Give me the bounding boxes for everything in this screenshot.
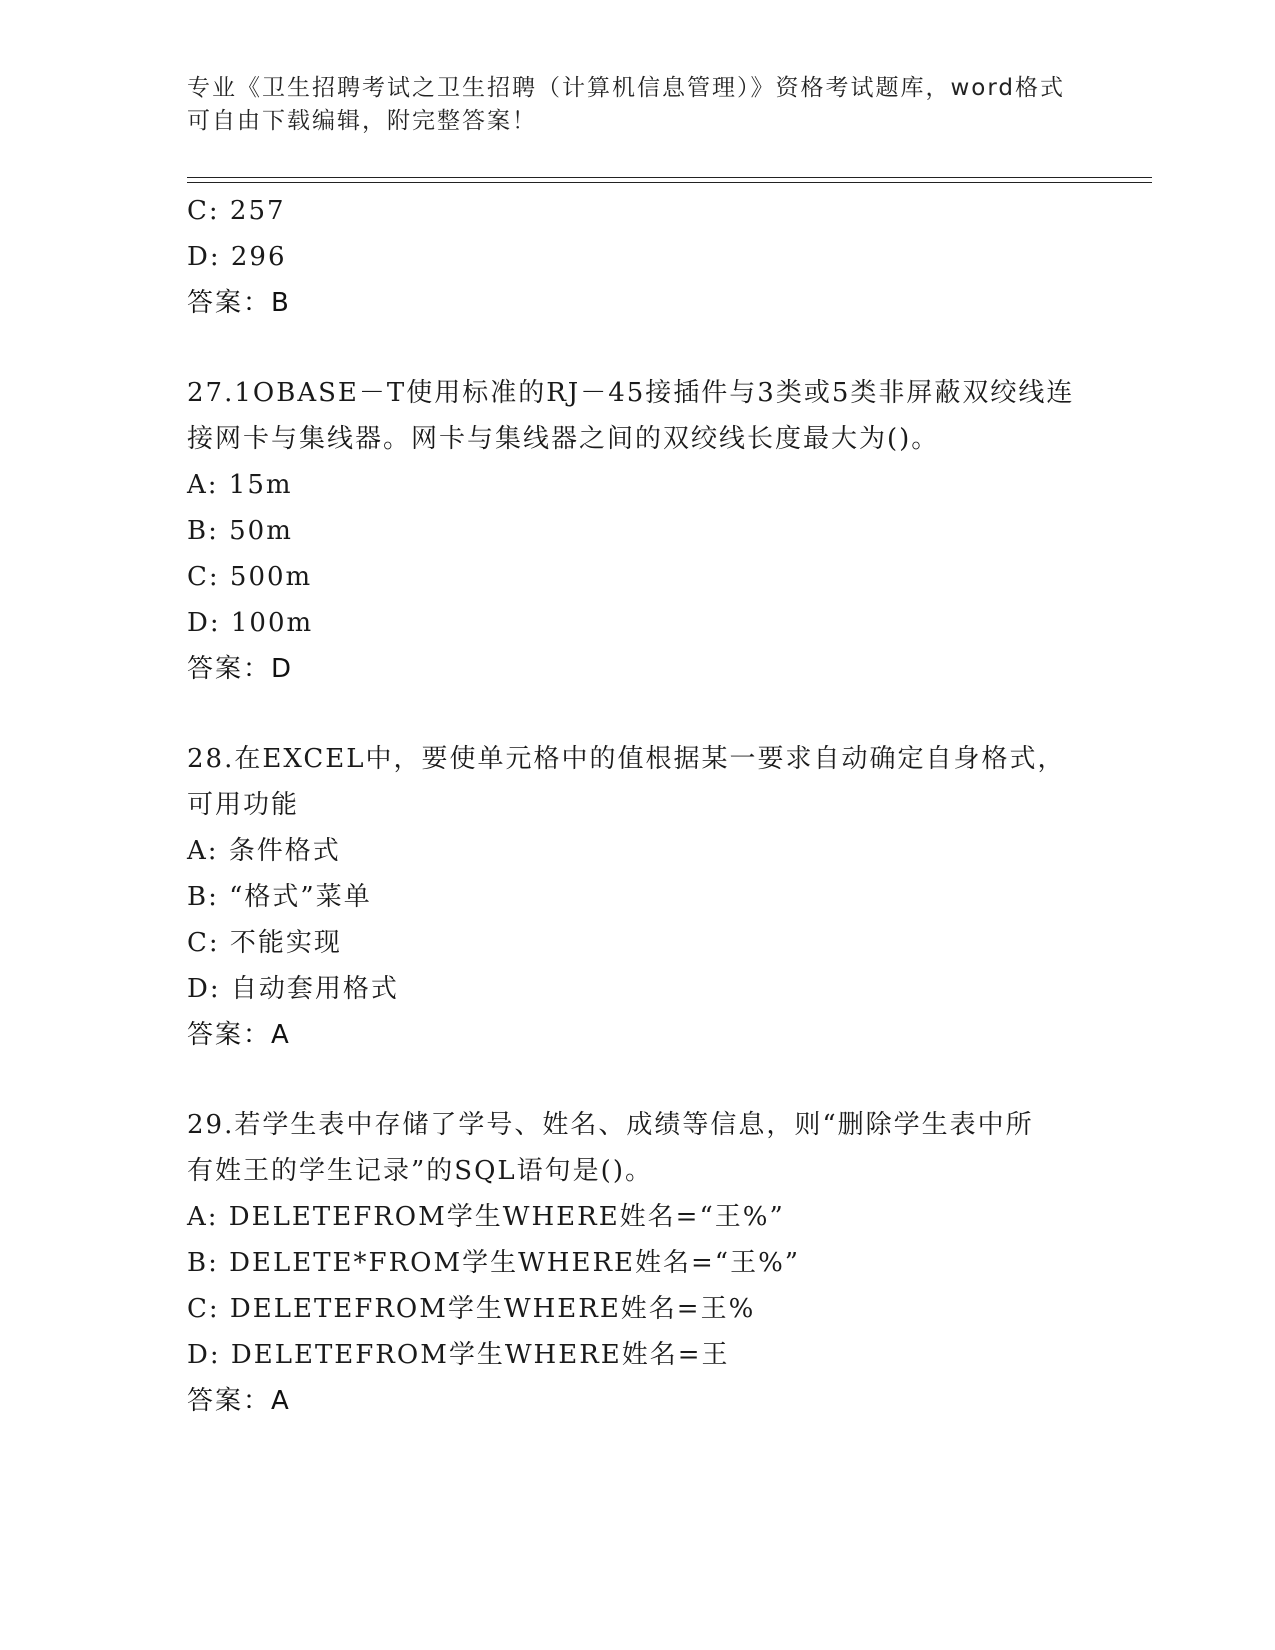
option-b: B: 50m [187,516,293,546]
stem-line-1: 27.1OBASE－T使用标准的RJ－45接插件与3类或5类非屏蔽双绞线连 [187,378,1075,408]
answer-line: 答案：A [187,1386,291,1416]
header-divider-top [187,177,1152,178]
question-stem [187,1102,1087,1194]
stem-line-2: 有姓王的学生记录”的SQL语句是()。 [187,1156,653,1186]
option-a: A: 条件格式 [187,836,341,866]
answer-line: 答案：D [187,654,294,684]
spacer [187,692,1087,736]
question-stem [187,736,1087,828]
option-c: C: 257 [187,196,286,226]
header-line-2: 可自由下载编辑，附完整答案！ [187,108,537,134]
question-28 [187,736,1087,1058]
option-d: D: 100m [187,608,314,638]
document-header [187,72,1077,138]
header-line-1: 专业《卫生招聘考试之卫生招聘（计算机信息管理）》资格考试题库，word格式 [187,75,1066,101]
option-d: D: 自动套用格式 [187,974,399,1004]
stem-line-1: 29.若学生表中存储了学号、姓名、成绩等信息，则“删除学生表中所 [187,1110,1034,1140]
option-c: C: DELETEFROM学生WHERE姓名=王% [187,1294,756,1324]
option-c: C: 不能实现 [187,928,342,958]
answer-line: 答案：B [187,288,291,318]
option-b: B: “格式”菜单 [187,882,372,912]
answer-line: 答案：A [187,1020,291,1050]
option-d: D: 296 [187,242,287,272]
stem-line-2: 可用功能 [187,790,300,820]
spacer [187,326,1087,370]
option-c: C: 500m [187,562,313,592]
option-d: D: DELETEFROM学生WHERE姓名=王 [187,1340,730,1370]
stem-line-2: 接网卡与集线器。网卡与集线器之间的双绞线长度最大为()。 [187,424,940,454]
option-b: B: DELETE*FROM学生WHERE姓名=“王%” [187,1248,801,1278]
question-stem [187,370,1087,462]
document-body [187,188,1087,1424]
spacer [187,1058,1087,1102]
question-27 [187,370,1087,692]
option-a: A: 15m [187,470,293,500]
stem-line-1: 28.在EXCEL中，要使单元格中的值根据某一要求自动确定自身格式， [187,744,1066,774]
question-26-tail [187,188,1087,326]
option-a: A: DELETEFROM学生WHERE姓名=“王%” [187,1202,785,1232]
question-29 [187,1102,1087,1424]
header-divider-bottom [187,182,1152,183]
